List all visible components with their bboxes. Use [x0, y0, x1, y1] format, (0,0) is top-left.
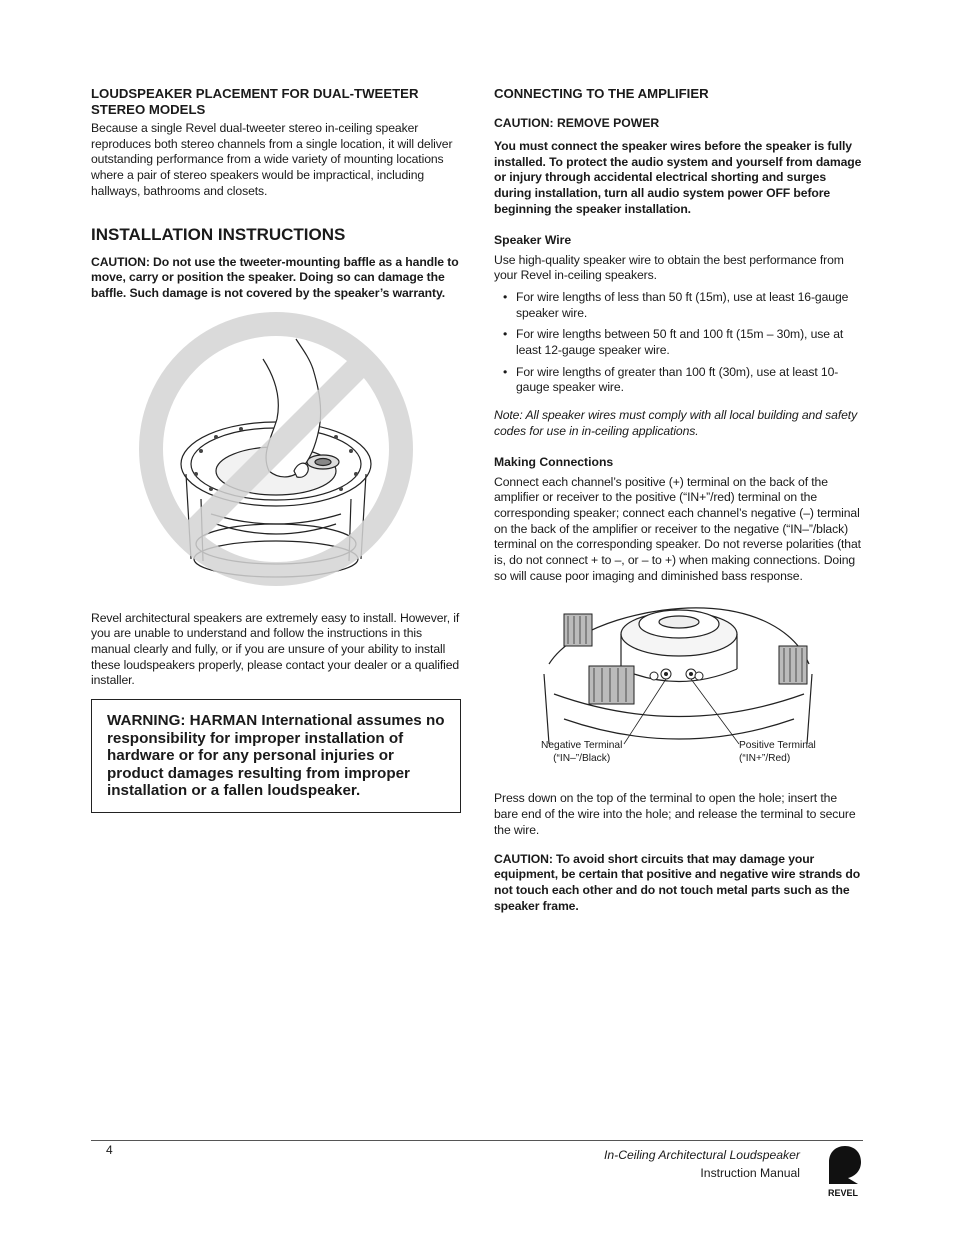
install-heading: INSTALLATION INSTRUCTIONS	[91, 224, 346, 244]
svg-text:REVEL: REVEL	[828, 1188, 859, 1198]
placement-heading: LOUDSPEAKER PLACEMENT FOR DUAL-TWEETER STEREO MODELS	[91, 86, 419, 117]
power-text: You must connect the speaker wires before the speaker is fully installed. To protect the audio system and yourself from damage or injury through accidental electrical shorting and surges during installation, turn all audio system power OFF before beginning the speaker installation.	[494, 139, 862, 216]
amp-heading: CONNECTING TO THE AMPLIFIER	[494, 86, 709, 101]
warning-box	[91, 699, 461, 813]
positive-terminal-label: Positive Terminal (“IN+”/Red)	[739, 740, 816, 764]
warning-text: WARNING: HARMAN International assumes no responsibility for improper installation of hardware or for any personal injuries or product damages resulting from improper installation or a fallen loudspeaker.	[107, 712, 445, 800]
install-text: Revel architectural speakers are extremely easy to install. However, if you are unable to understand and follow the instructions in this manual clearly and fully, or if you are unsure of your ability to install these loudspeakers properly, please contact your dealer or a qualified installer.	[91, 610, 460, 688]
placement-text: Because a single Revel dual-tweeter stereo in-ceiling speaker reproduces both stereo channels from a single location, it will deliver outstanding performance from a wide variety of mounting locations where a pair of stereo speakers would be impractical, including hallways, bathrooms and closets.	[91, 121, 453, 198]
footer-subtitle: Instruction Manual	[700, 1166, 800, 1180]
wire-text: Use high-quality speaker wire to obtain the best performance from your Revel in-ceiling speakers.	[494, 252, 844, 283]
prohibition-sign-icon	[91, 309, 461, 599]
list-item: • For wire lengths of less than 50 ft (15m), use at least 16-gauge speaker wire.	[503, 289, 849, 320]
no-handle-illustration	[91, 309, 461, 599]
wire-bullets	[494, 290, 864, 396]
list-item: • For wire lengths between 50 ft and 100 ft (15m – 30m), use at least 12-gauge speaker wire.	[503, 327, 844, 358]
list-item: • For wire lengths of greater than 100 ft (30m), use at least 10-gauge speaker wire.	[503, 364, 839, 395]
negative-terminal-label: Negative Terminal (“IN–”/Black)	[541, 740, 623, 764]
connections-heading: Making Connections	[494, 454, 614, 469]
footer-rule	[91, 1140, 863, 1141]
short-caution: CAUTION: To avoid short circuits that may damage your equipment, be certain that positive and negative wire strands do not touch each other and do not touch metal parts such as the speaker frame.	[494, 851, 861, 913]
press-text: Press down on the top of the terminal to open the hole; insert the bare end of the wire into the hole; and release the terminal to secure the wire.	[494, 791, 856, 837]
wire-heading: Speaker Wire	[494, 232, 572, 247]
right-column	[494, 86, 864, 914]
left-column	[91, 86, 461, 813]
install-caution: CAUTION: Do not use the tweeter-mounting baffle as a handle to move, carry or position the speaker. Doing so can damage the baffle. Such damage is not covered by the speaker’s warranty.	[91, 254, 459, 300]
page-number: 4	[106, 1143, 113, 1157]
connections-text: Connect each channel’s positive (+) terminal on the back of the amplifier or receiver to the positive (“IN+”/red) terminal on the corresponding speaker; connect each channel’s negative (–) terminal on the back of the amplifier or receiver to the negative (“IN–”/black) terminal on the corresponding speaker. Do not reverse polarities (that is, do not connect + to –, or – to +) when making connections. Doing so will cause poor imaging and diminished bass response.	[494, 474, 861, 583]
footer-title: In-Ceiling Architectural Loudspeaker	[603, 1148, 800, 1162]
power-heading: CAUTION: REMOVE POWER	[494, 116, 660, 130]
revel-logo	[826, 1144, 866, 1200]
terminal-illustration	[494, 594, 864, 779]
wire-note: Note: All speaker wires must comply with all local building and safety codes for use in in-ceiling applications.	[494, 408, 858, 438]
